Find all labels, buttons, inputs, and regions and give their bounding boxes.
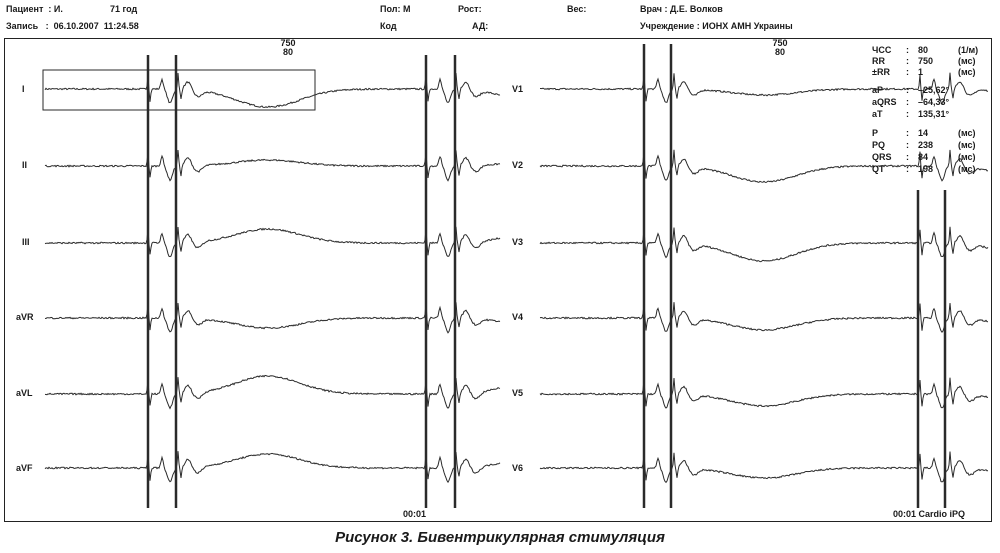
meas-unit: (мс) <box>958 164 976 174</box>
height-label: Рост: <box>458 4 482 14</box>
limb-lead-trace <box>45 73 500 107</box>
limb-lead-trace <box>45 375 500 408</box>
meas-name: aQRS <box>872 97 897 107</box>
lead-label-avr: aVR <box>16 312 34 322</box>
lead-label-i: I <box>22 84 25 94</box>
right-hr-value: 80 <box>774 47 785 57</box>
meas-unit: (мс) <box>958 128 976 138</box>
meas-name: RR <box>872 56 885 66</box>
meas-value: 238 <box>918 140 934 150</box>
meas-value: 750 <box>918 56 934 66</box>
meas-name: QT <box>872 164 885 174</box>
meas-value: 135,31° <box>918 109 950 119</box>
limb-lead-trace <box>45 302 500 333</box>
meas-value: 84 <box>918 152 929 162</box>
meas-unit: (мс) <box>958 67 976 77</box>
meas-unit: (мс) <box>958 56 976 66</box>
limb-lead-trace <box>45 227 500 257</box>
meas-value: 80 <box>918 45 929 55</box>
figure-caption: Рисунок 3. Бивентрикулярная стимуляция <box>335 529 665 546</box>
left-time-stamp: 00:01 <box>403 509 427 519</box>
patient-age: 71 год <box>110 4 138 14</box>
doctor-label: Врач : Д.Е. Волков <box>640 4 723 14</box>
meas-unit: (мс) <box>958 140 976 150</box>
left-rr-value: 750 <box>280 38 296 48</box>
code-label: Код <box>380 21 397 31</box>
bp-label: АД: <box>472 21 489 31</box>
limb-lead-trace <box>45 150 500 181</box>
lead-label-avf: aVF <box>16 463 33 473</box>
chest-lead-trace <box>540 378 988 408</box>
chest-lead-trace <box>540 302 988 332</box>
lead-label-v2: V2 <box>512 160 524 170</box>
meas-value: –64,33° <box>918 97 950 107</box>
measurement-window-box <box>43 70 315 110</box>
lead-label-v1: V1 <box>512 84 524 94</box>
institution-label: Учреждение : ИОНХ АМН Украины <box>640 21 793 31</box>
lead-label-v5: V5 <box>512 388 524 398</box>
meas-value: 198 <box>918 164 934 174</box>
left-hr-value: 80 <box>282 47 293 57</box>
meas-value: 1 <box>918 67 924 77</box>
lead-label-ii: II <box>22 160 28 170</box>
right-footer: 00:01 Cardio iPQ <box>893 509 966 519</box>
meas-name: ±RR <box>872 67 890 77</box>
meas-unit: (1/м) <box>958 45 979 55</box>
meas-name: P <box>872 128 879 138</box>
meas-name: ЧСС <box>872 45 892 55</box>
record-datetime: Запись : 06.10.2007 11:24.58 <box>6 21 139 31</box>
patient-label: Пациент : И. <box>6 4 63 14</box>
lead-label-v3: V3 <box>512 237 524 247</box>
chest-lead-trace <box>540 227 988 262</box>
meas-unit: (мс) <box>958 152 976 162</box>
meas-name: PQ <box>872 140 886 150</box>
meas-name: aT <box>872 109 883 119</box>
meas-name: QRS <box>872 152 892 162</box>
right-rr-value: 750 <box>772 38 788 48</box>
weight-label: Вес: <box>567 4 587 14</box>
meas-name: aP <box>872 85 884 95</box>
chest-lead-trace <box>540 452 988 483</box>
lead-label-v4: V4 <box>512 312 524 322</box>
lead-label-iii: III <box>22 237 30 247</box>
lead-label-v6: V6 <box>512 463 524 473</box>
meas-value: –25,62° <box>918 85 950 95</box>
limb-lead-trace <box>45 451 500 482</box>
patient-sex: Пол: М <box>380 4 411 14</box>
lead-label-avl: aVL <box>16 388 33 398</box>
meas-value: 14 <box>918 128 929 138</box>
